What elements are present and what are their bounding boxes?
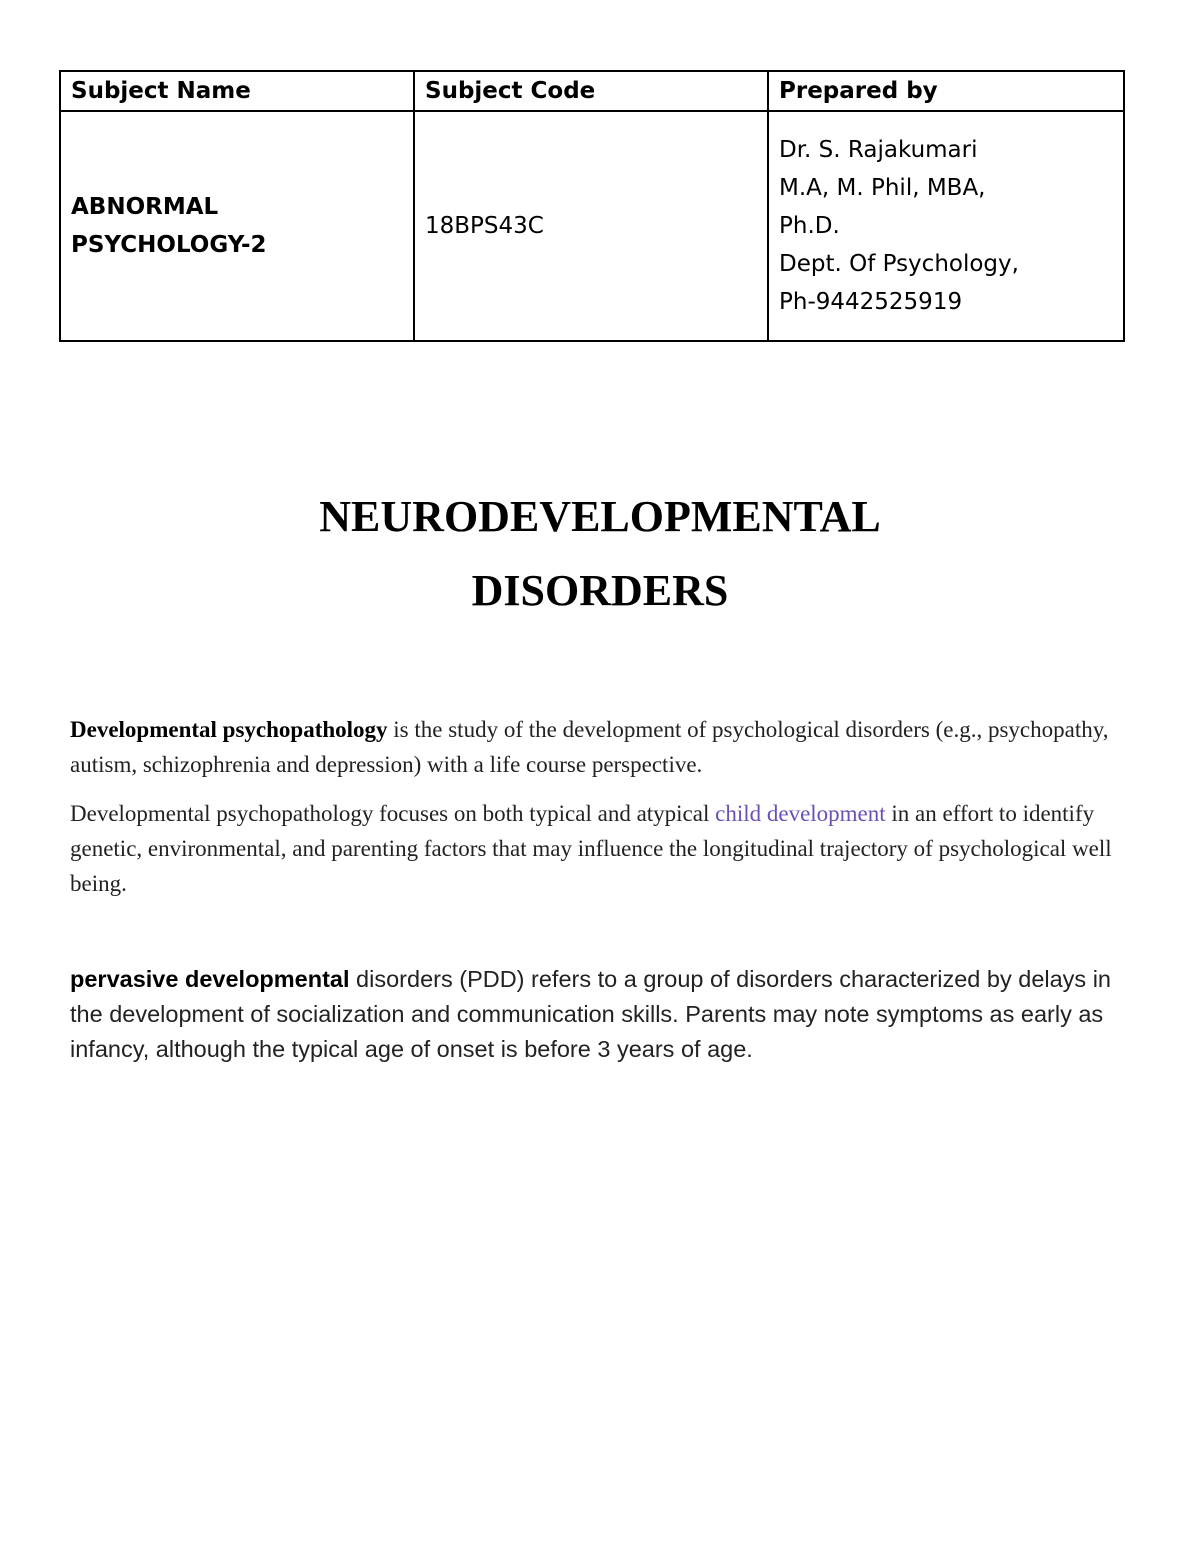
paragraph-text-after: in an effort to identify genetic, environmental, and parenting factors that may influence the longitudinal trajectory of psychological well being. xyxy=(70,801,1112,896)
paragraph-text-before: Developmental psychopathology focuses on both typical and atypical xyxy=(70,801,716,826)
header-prepared-by: Prepared by xyxy=(768,71,1124,111)
subject-name-cell xyxy=(60,111,414,341)
prepared-by-line: Dept. Of Psychology, xyxy=(779,251,1019,277)
prepared-by-cell xyxy=(768,111,1124,341)
bold-term: Developmental psychopathology xyxy=(70,717,388,742)
header-subject-name: Subject Name xyxy=(60,71,414,111)
subject-name-line: ABNORMAL xyxy=(71,194,219,220)
prepared-by-line: Ph-9442525919 xyxy=(779,289,963,315)
title-line-2: DISORDERS xyxy=(471,566,729,615)
paragraph-text: is the study of the development of psychological disorders (e.g., psychopathy, autism, schizophrenia and depression) with a life course perspective. xyxy=(70,717,1109,777)
prepared-by-line: M.A, M. Phil, MBA, xyxy=(779,175,986,201)
table-row xyxy=(60,111,1124,341)
subject-info-table xyxy=(59,70,1125,342)
paragraph-focus xyxy=(70,796,1130,901)
subject-name-line: PSYCHOLOGY-2 xyxy=(71,232,267,258)
table-header-row xyxy=(60,71,1124,111)
child-development-link[interactable]: child development xyxy=(715,801,886,826)
title-line-1: NEURODEVELOPMENTAL xyxy=(319,492,881,541)
paragraph-text: disorders (PDD) refers to a group of disorders characterized by delays in the development of socialization and communication skills. Parents may note symptoms as early as infancy, although the typical age of onset is before 3 years of age. xyxy=(70,966,1111,1062)
prepared-by-line: Ph.D. xyxy=(779,213,840,239)
paragraph-definition xyxy=(70,712,1130,782)
page-title xyxy=(0,480,1200,628)
subject-code-cell: 18BPS43C xyxy=(414,111,768,341)
prepared-by-line: Dr. S. Rajakumari xyxy=(779,137,978,163)
header-subject-code: Subject Code xyxy=(414,71,768,111)
bold-term: pervasive developmental xyxy=(70,966,350,992)
paragraph-pdd xyxy=(70,962,1140,1067)
